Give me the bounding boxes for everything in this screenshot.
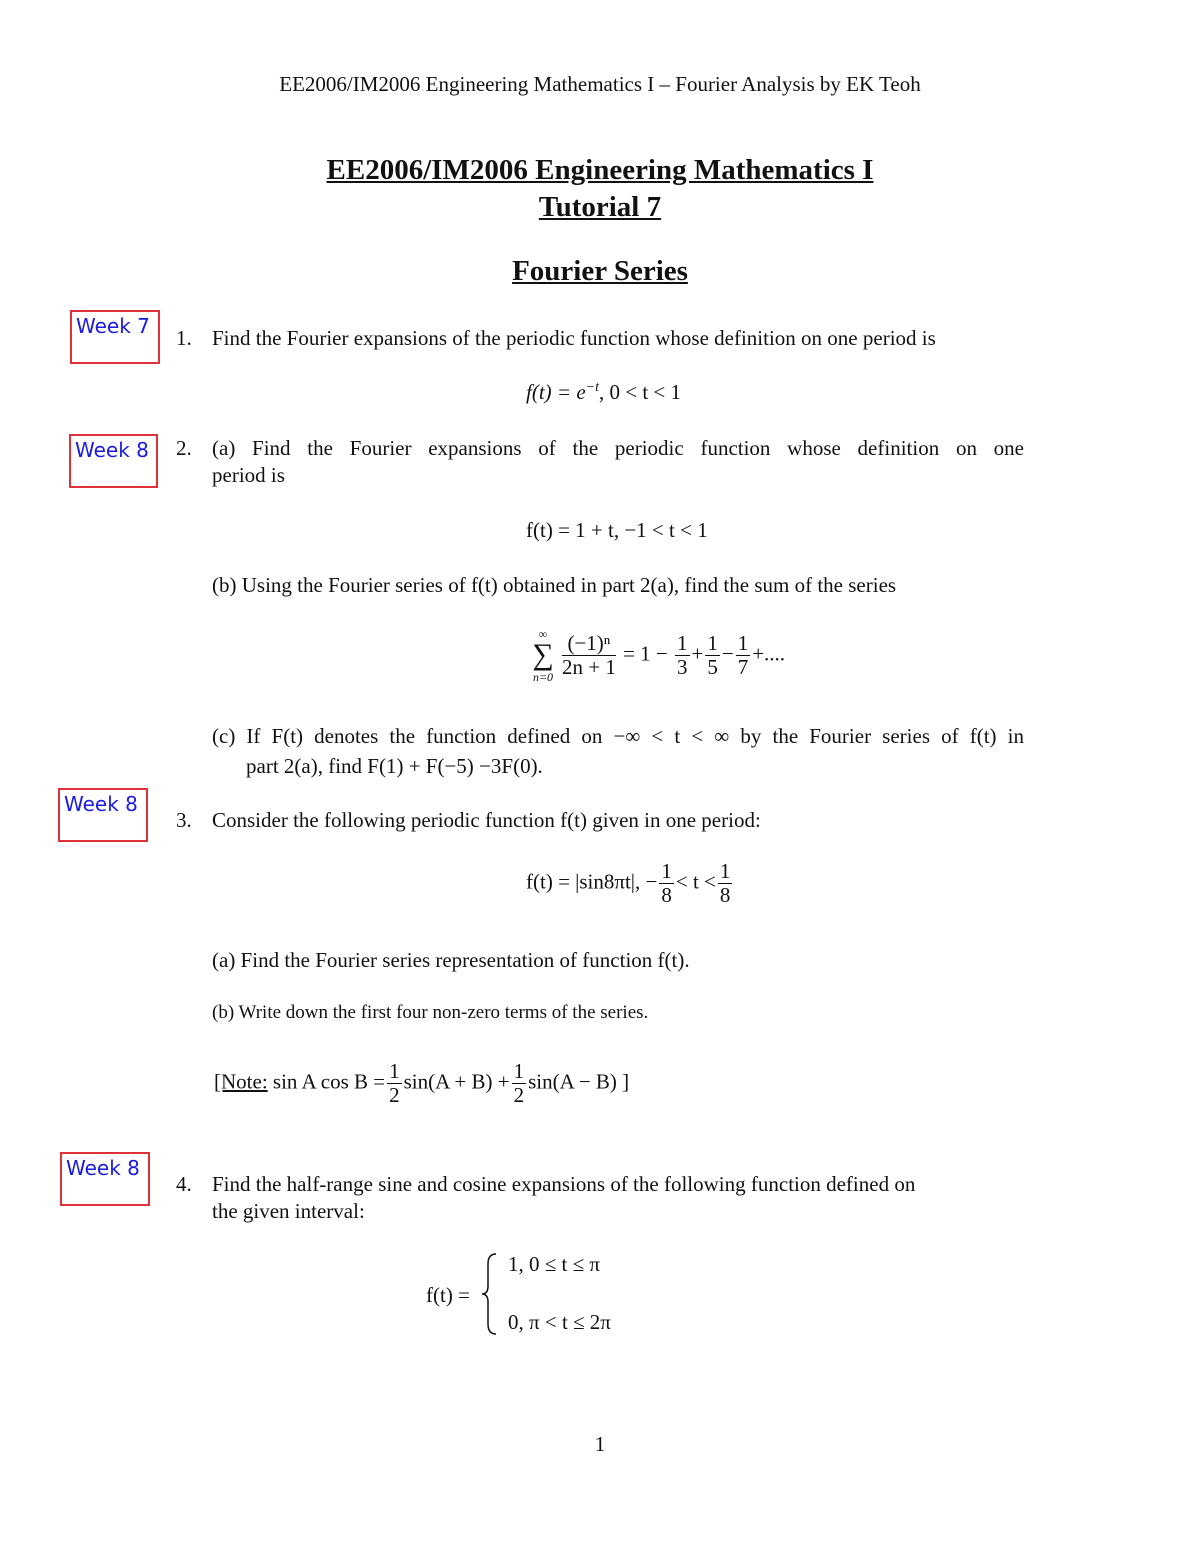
q3-frac1-num: 1: [661, 859, 672, 883]
q3-frac2-den: 8: [719, 883, 731, 908]
q2-sum-lower: n=0: [532, 670, 554, 684]
q3-note-lhs: sin A cos B =: [272, 1069, 386, 1094]
q3-note-frac1-num: 1: [389, 1059, 400, 1083]
running-header: EE2006/IM2006 Engineering Mathematics I – Fourier Analysis by EK Teoh: [279, 72, 921, 96]
brace-icon: [480, 1252, 500, 1336]
sigma-icon: ∑: [532, 638, 554, 671]
q2-series-denominator: 2n + 1: [562, 655, 616, 680]
q3-frac2-num: 1: [719, 859, 731, 883]
q3-note-label: [Note:: [214, 1069, 268, 1094]
q3-note-frac2-num: 1: [513, 1059, 525, 1083]
q2-a-line2: period is: [212, 463, 285, 487]
q3-note: [214, 1060, 629, 1107]
q2-a-equation: f(t) = 1 + t, −1 < t < 1: [526, 518, 708, 542]
page-number: 1: [594, 1432, 606, 1456]
q2-sum-upper: ∞: [538, 627, 548, 641]
q2-frac7-den: 7: [737, 655, 749, 680]
q2-b-text: (b) Using the Fourier series of f(t) obtained in part 2(a), find the sum of the series: [212, 573, 897, 597]
q3-note-frac2-den: 2: [513, 1083, 525, 1108]
q3-number: 3.: [176, 808, 192, 832]
q1-eq-f: f(t) = e: [526, 380, 586, 404]
q3-eq-mid: < t <: [675, 869, 716, 894]
week-badge-q1: Week 7: [70, 310, 160, 364]
q2-frac5-den: 5: [707, 655, 718, 680]
q2-frac5-num: 1: [707, 631, 718, 655]
q3-equation: [526, 860, 734, 907]
q2-series-numerator: (−1)ⁿ: [562, 632, 616, 656]
week-badge-q4: Week 8: [60, 1152, 150, 1206]
q1-number: 1.: [176, 326, 192, 350]
q3-a-text: (a) Find the Fourier series representation of function f(t).: [212, 948, 690, 972]
q2-series-tail: +....: [752, 641, 786, 666]
q1-eq-exp: −t: [585, 380, 599, 395]
q1-eq-range: , 0 < t < 1: [599, 380, 682, 404]
document-title: EE2006/IM2006 Engineering Mathematics I: [326, 154, 874, 186]
q4-number: 4.: [176, 1172, 192, 1196]
q4-case2: 0, π < t ≤ 2π: [508, 1310, 611, 1334]
q2-c-line1: (c) If F(t) denotes the function defined on −∞ < t < ∞ by the Fourier series of f(t) in: [212, 724, 1024, 748]
q4-line1: Find the half-range sine and cosine expansions of the following function defined on: [212, 1172, 916, 1196]
q3-note-frac1-den: 2: [389, 1083, 400, 1108]
q3-text: Consider the following periodic function f(t) given in one period:: [212, 808, 761, 832]
q3-note-mid: sin(A + B) +: [403, 1069, 510, 1094]
q2-series-equals: = 1 −: [623, 641, 668, 666]
q1-equation: [526, 380, 681, 405]
week-badge-q2: Week 8: [69, 434, 158, 488]
q2-minus: −: [721, 641, 734, 666]
q2-a-line1: (a) Find the Fourier expansions of the periodic function whose definition on one: [212, 436, 1024, 460]
q3-frac1-den: 8: [661, 883, 672, 908]
q3-note-end: sin(A − B) ]: [528, 1069, 630, 1094]
q4-lhs: f(t) =: [426, 1283, 470, 1307]
q2-number: 2.: [176, 436, 192, 460]
q4-case1: 1, 0 ≤ t ≤ π: [508, 1252, 600, 1276]
week-badge-q3: Week 8: [58, 788, 148, 842]
q2-plus: +: [691, 641, 704, 666]
q2-c-line2: part 2(a), find F(1) + F(−5) −3F(0).: [246, 754, 543, 778]
q1-text: Find the Fourier expansions of the periodic function whose definition on one period is: [212, 326, 936, 350]
section-title: Fourier Series: [512, 255, 688, 287]
q3-b-text: (b) Write down the first four non-zero terms of the series.: [212, 1002, 649, 1023]
q2-frac3-num: 1: [677, 631, 688, 655]
q2-frac7-num: 1: [737, 631, 749, 655]
q3-eq-lhs: f(t) = |sin8πt|, −: [526, 869, 658, 894]
q2-frac3-den: 3: [677, 655, 688, 680]
q4-line2: the given interval:: [212, 1199, 365, 1223]
tutorial-title: Tutorial 7: [538, 191, 662, 223]
